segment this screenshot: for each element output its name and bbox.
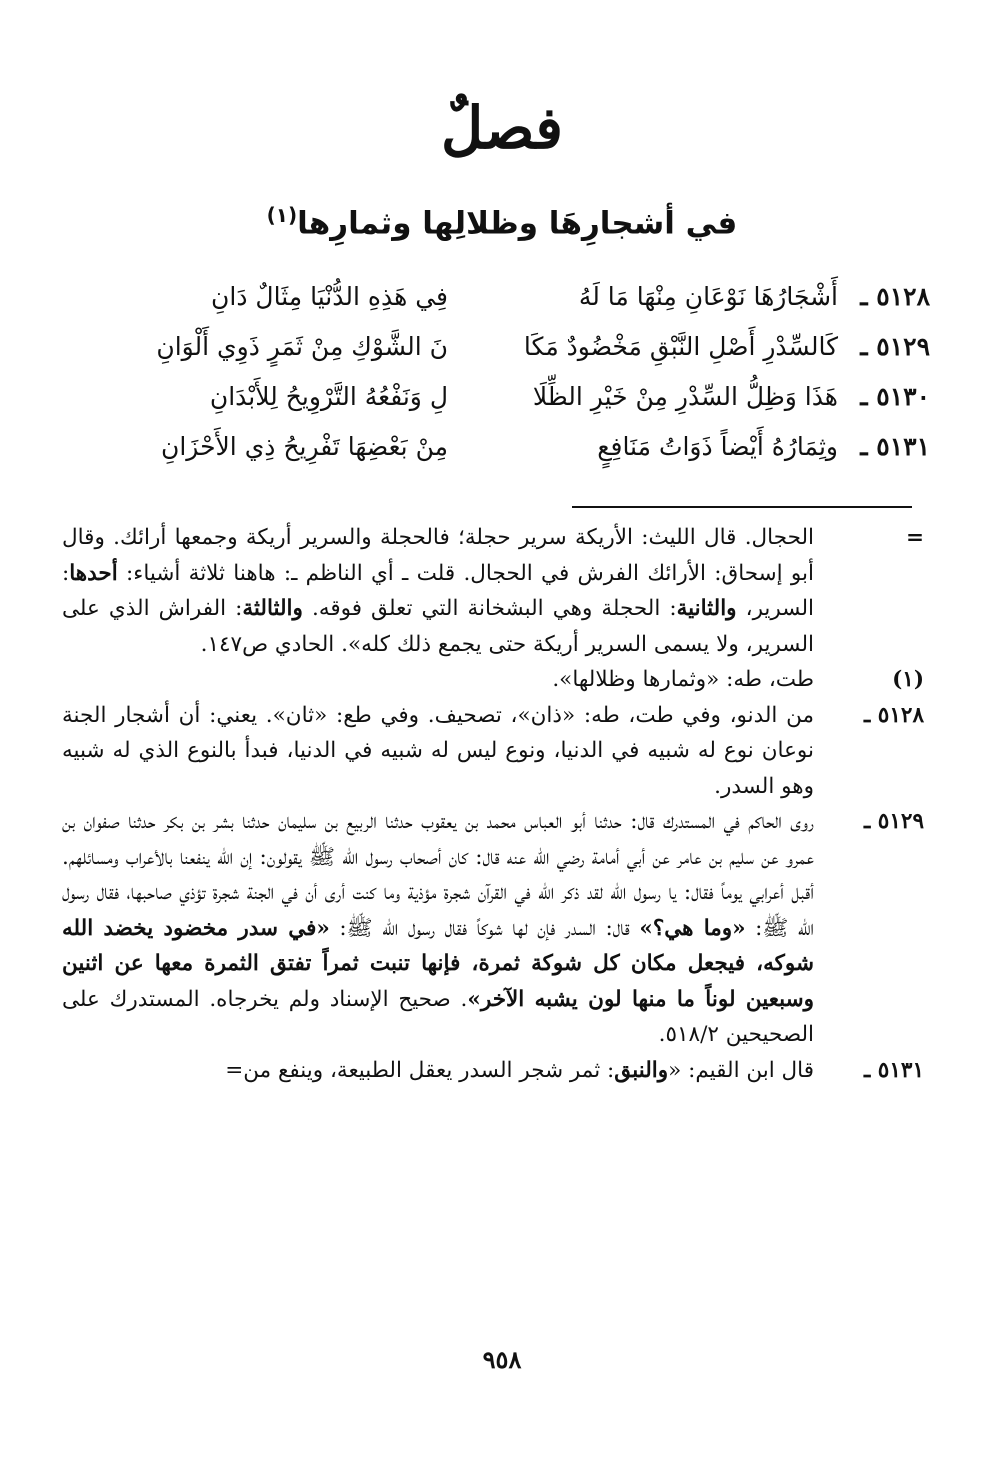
- verse-first-hemistich: هَذَا وَظِلُّ السِّدْرِ مِنْ خَيْرِ الظِّلَا: [532, 382, 838, 411]
- verse-commentary: [62, 1053, 924, 1089]
- text-segment: قال ابن القيم: «: [668, 1057, 814, 1083]
- text-segment: : الحجلة وهي البشخانة التي تعلق فوقه.: [302, 596, 677, 621]
- bold-quote: «في سدر مخضود يخضد الله شوكه، فيجعل مكان كل شوكة ثمرة، فإنها تنبت ثمراً تفتق الثمرة معها عن اثنين وسبعين لوناً ما منها لون يشبه الآخر»: [62, 915, 814, 1012]
- verse-second-hemistich: فِي هَذِهِ الدُّنْيَا مِثَالٌ دَانِ: [211, 282, 448, 311]
- commentary-verse-number: ٥١٢٨ ـ: [864, 702, 924, 728]
- text-segment: روى الحاكم في المستدرك قال: حدثنا أبو العباس محمد بن يعقوب حدثنا الربيع بن سليمان حدثنا بشر بن بكر حدثنا صفوان بن عمرو عن سليم بن عامر عن أبي أمامة رضي الله عنه قال: كان أصحاب رسول الله ﷺ يقولون: إن الله ينفعنا بالأعراب ومسائلهم. أقبل أعرابي يوماً فقال: يا رسول الله لقد ذكر الله في القرآن شجرة مؤذية وما كنت أرى أن في الجنة شجرة تؤذي صاحبها، فقال رسول الله ﷺ:: [62, 809, 814, 941]
- verse-number: ٥١٢٨ ـ: [860, 282, 930, 311]
- poem: [40, 272, 930, 472]
- bold-term: أحدها: [69, 560, 118, 586]
- text-segment: الحجال. قال الليث: الأريكة سرير حجلة؛ فالحجلة والسرير أريكة وجمعها أرائك. وقال أبو إسحاق: الأرائك الفرش في الحجال. قلت ـ أي الناظم ـ: هاهنا ثلاثة أشياء:: [62, 525, 814, 586]
- footnote-marker: (١): [892, 667, 924, 692]
- chapter-title: فصلٌ: [441, 94, 563, 162]
- footnote-divider: [572, 506, 912, 508]
- text-segment: . صحيح الإسناد ولم يخرجاه. المستدرك على الصحيحين ٥١٨/٢.: [62, 986, 814, 1047]
- bold-quote: «وما هي؟»: [639, 915, 746, 941]
- verse-row: [40, 422, 930, 472]
- commentary-verse-number: ٥١٢٩ ـ: [864, 809, 924, 834]
- verse-row: [40, 272, 930, 322]
- verse-number: ٥١٣١ ـ: [860, 432, 930, 461]
- bold-term: والنبق: [614, 1057, 669, 1083]
- footnote-text: [62, 520, 814, 662]
- verse-number: ٥١٢٩ ـ: [860, 332, 930, 361]
- footnotes: [62, 520, 924, 1088]
- footnote-marker: =: [905, 525, 924, 550]
- footnote-text: طت، طه: «وثمارها وظلالها».: [552, 667, 814, 692]
- bold-term: والثالثة: [242, 596, 303, 621]
- verse-number: ٥١٣٠ ـ: [860, 382, 930, 411]
- commentary-text: من الدنو، وفي طت، طه: «ذان»، تصحيف. وفي طع: «ثان». يعني: أن أشجار الجنة نوعان نوع له شبيه في الدنيا، ونوع ليس له شبيه في الدنيا، فبدأ بالنوع الذي له شبيه وهو السدر.: [62, 702, 814, 799]
- verse-first-hemistich: كَالسِّدْرِ أَصْلِ النَّبْقِ مَخْضُودٌ مَكَا: [523, 332, 838, 361]
- verse-row: [40, 372, 930, 422]
- verse-first-hemistich: أَشْجَارُهَا نَوْعَانِ مِنْهَا مَا لَهُ: [578, 282, 838, 311]
- section-title-text: في أشجارِهَا وظلالِها وثمارِها: [297, 205, 738, 242]
- verse-second-hemistich: مِنْ بَعْضِهَا تَفْرِيحُ ذِي الأَحْزَانِ: [161, 432, 448, 461]
- commentary-text: [62, 1053, 814, 1089]
- commentary-text: [62, 804, 814, 1053]
- verse-commentary: [62, 698, 924, 805]
- footnote: [62, 662, 924, 698]
- verse-first-hemistich: وثِمَارُهُ أَيْضاً ذَوَاتُ مَنَافِعٍ: [597, 432, 838, 461]
- commentary-verse-number: ٥١٣١ ـ: [864, 1057, 924, 1083]
- verse-second-hemistich: نَ الشَّوْكِ مِنْ ثَمَرٍ ذَوِي أَلْوَانِ: [156, 332, 448, 361]
- text-segment: : ثمر شجر السدر يعقل الطبيعة، وينفع من=: [225, 1057, 615, 1083]
- bold-term: والثانية: [676, 596, 737, 621]
- verse-commentary: [62, 804, 924, 1053]
- text-segment: : السرير،: [62, 560, 814, 621]
- section-title: [0, 190, 1004, 248]
- verse-row: [40, 322, 930, 372]
- text-segment: : الفراش الذي على السرير، ولا يسمى السرير أريكة حتى يجمع ذلك كله». الحادي ص١٤٧.: [62, 596, 814, 657]
- verse-second-hemistich: لِ وَنَفْعُهُ التَّرْوِيحُ لِلأَبْدَانِ: [209, 382, 448, 411]
- page-number: ٩٥٨: [482, 1345, 522, 1374]
- text-segment: قال: السدر فإن لها شوكاً فقال رسول الله ﷺ:: [329, 915, 640, 941]
- footnote-continuation: [62, 520, 924, 662]
- footnote-ref: (١): [266, 203, 298, 227]
